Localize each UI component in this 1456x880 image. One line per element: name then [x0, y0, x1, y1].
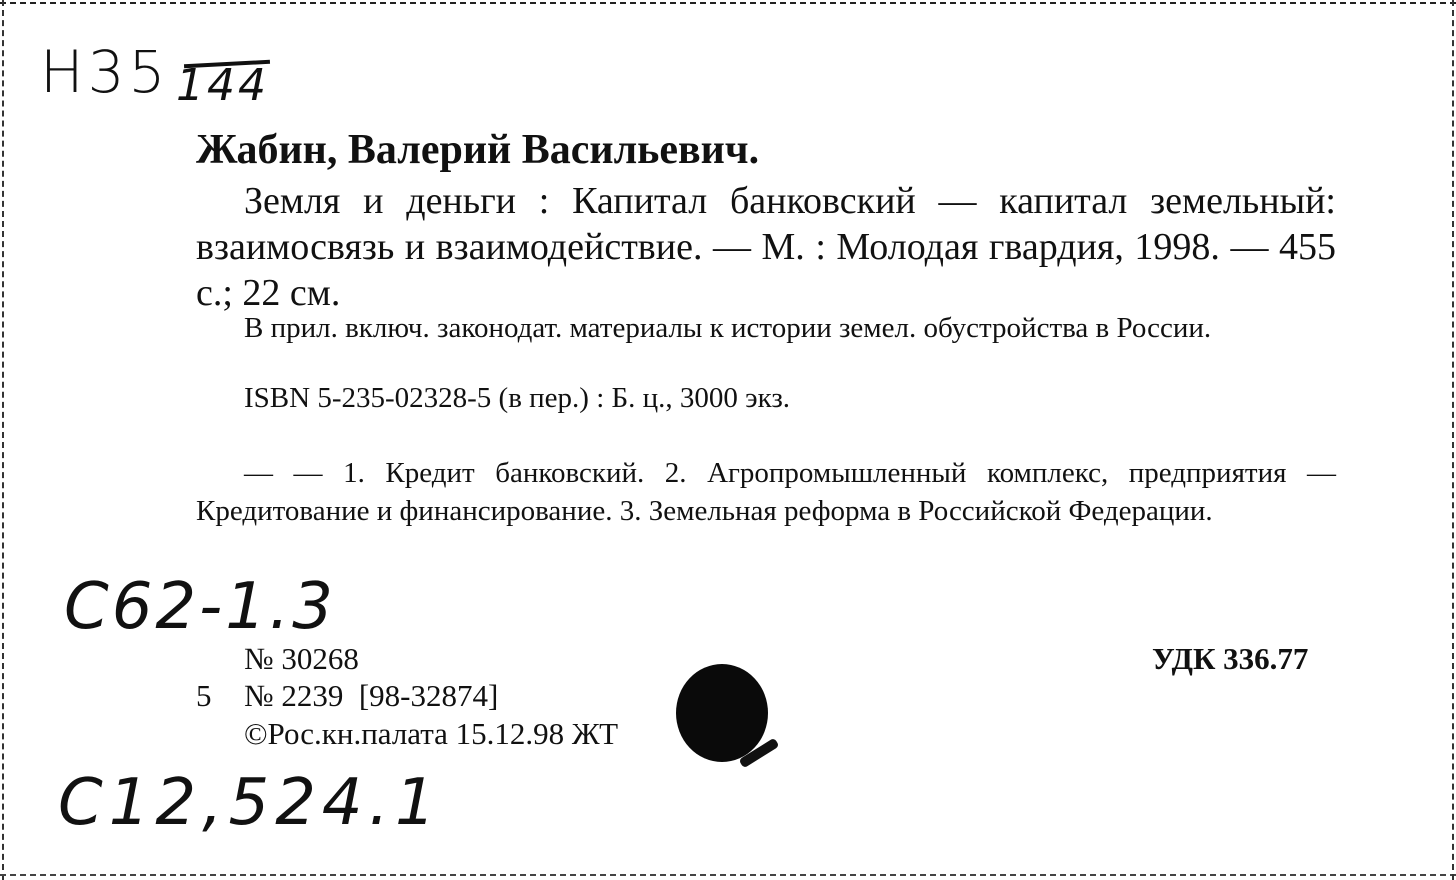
handwritten-class-code-1: С62-1.3: [64, 570, 336, 644]
punch-hole: [676, 664, 768, 762]
card-border-right: [1452, 0, 1454, 880]
handwritten-shelf-fraction: 144: [176, 60, 269, 111]
subject-headings: — — 1. Кредит банковский. 2. Агропромышленный комплекс, предприятия — Кредитование и финансирование. 3. Земельная реформа в Российской Федерации.: [196, 457, 1336, 527]
author-heading: Жабин, Валерий Васильевич.: [196, 127, 760, 173]
sheets-number: 5: [196, 678, 212, 713]
card-border-top: [0, 2, 1456, 4]
sheets-id: № 2239 [98-32874]: [244, 678, 499, 713]
isbn-line: ISBN 5-235-02328-5 (в пер.) : Б. ц., 3000 экз.: [244, 382, 791, 414]
title-statement: Земля и деньги : Капитал банковский — капитал земельный: взаимосвязь и взаимодействие. — М. : Молодая гвардия, 1998. — 455 с.; 22 см.: [196, 180, 1336, 314]
handwritten-class-code-2: С12,524.1: [58, 766, 442, 840]
udk-code: УДК 336.77: [1152, 641, 1309, 676]
contents-note: В прил. включ. законодат. материалы к истории земел. обустройства в России.: [244, 312, 1212, 344]
sheets-line: [196, 678, 498, 714]
card-border-left: [2, 0, 4, 880]
chamber-stamp: ©Рос.кн.палата 15.12.98 ЖТ: [244, 716, 619, 751]
handwritten-shelf-mark: Н35: [40, 38, 170, 106]
card-border-bottom: [0, 874, 1456, 876]
record-number: № 30268: [244, 641, 359, 676]
